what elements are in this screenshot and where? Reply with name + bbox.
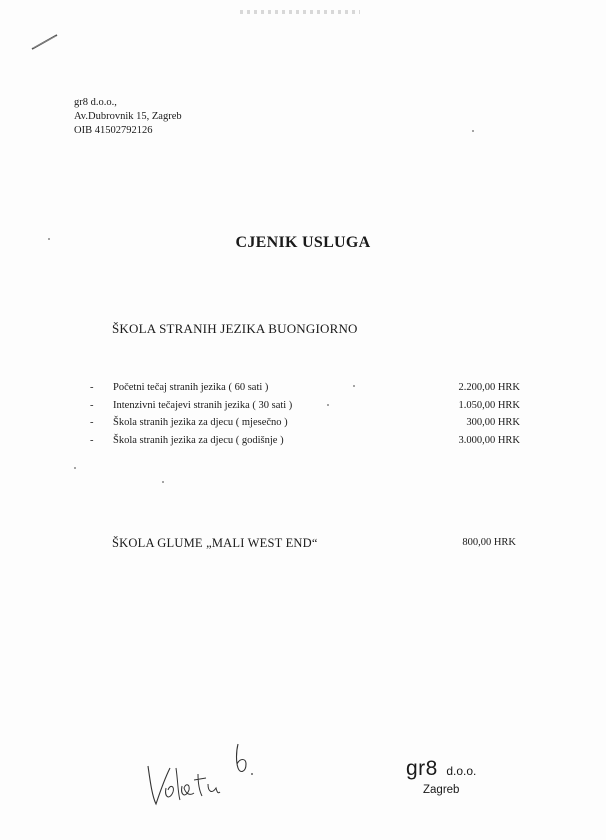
scan-artifact [240,10,360,14]
scan-speck [74,467,76,469]
price-row [90,432,520,450]
bullet: - [90,382,94,393]
company-name: gr8 d.o.o., [74,97,117,108]
company-header [74,96,182,138]
stamp-logo: gr8 [406,757,438,780]
service-price: 3.000,00 HRK [458,434,520,446]
service-price: 1.050,00 HRK [458,399,520,411]
bullet: - [90,417,94,428]
language-school-title: ŠKOLA STRANIH JEZIKA BUONGIORNO [112,321,358,336]
company-stamp [406,757,477,796]
bullet: - [90,434,94,446]
company-address: Av.Dubrovnik 15, Zagreb [74,111,182,122]
service-name: Škola stranih jezika za djecu ( mjesečno ) [113,417,288,428]
service-price: 2.200,00 HRK [458,382,520,393]
service-price: 300,00 HRK [466,417,520,428]
scan-speck [472,130,474,132]
stamp-city: Zagreb [423,784,460,796]
price-row [90,397,520,415]
service-name: Početni tečaj stranih jezika ( 60 sati ) [113,382,269,393]
service-name: Intenzivni tečajevi stranih jezika ( 30 sati ) [113,399,293,411]
price-row [90,414,520,432]
pen-mark-icon [30,30,62,52]
service-name: Škola stranih jezika za djecu ( godišnje ) [113,434,284,446]
acting-school-price: 800,00 HRK [462,537,516,548]
scan-speck [162,481,164,483]
acting-school-title: ŠKOLA GLUME „MALI WEST END“ [112,536,318,550]
stamp-company-type: d.o.o. [446,764,477,778]
company-oib: OIB 41502792126 [74,125,153,136]
price-row [90,379,520,397]
page-title: CJENIK USLUGA [235,234,371,251]
language-price-list [90,379,520,449]
handwritten-signature [140,738,270,818]
bullet: - [90,399,94,411]
